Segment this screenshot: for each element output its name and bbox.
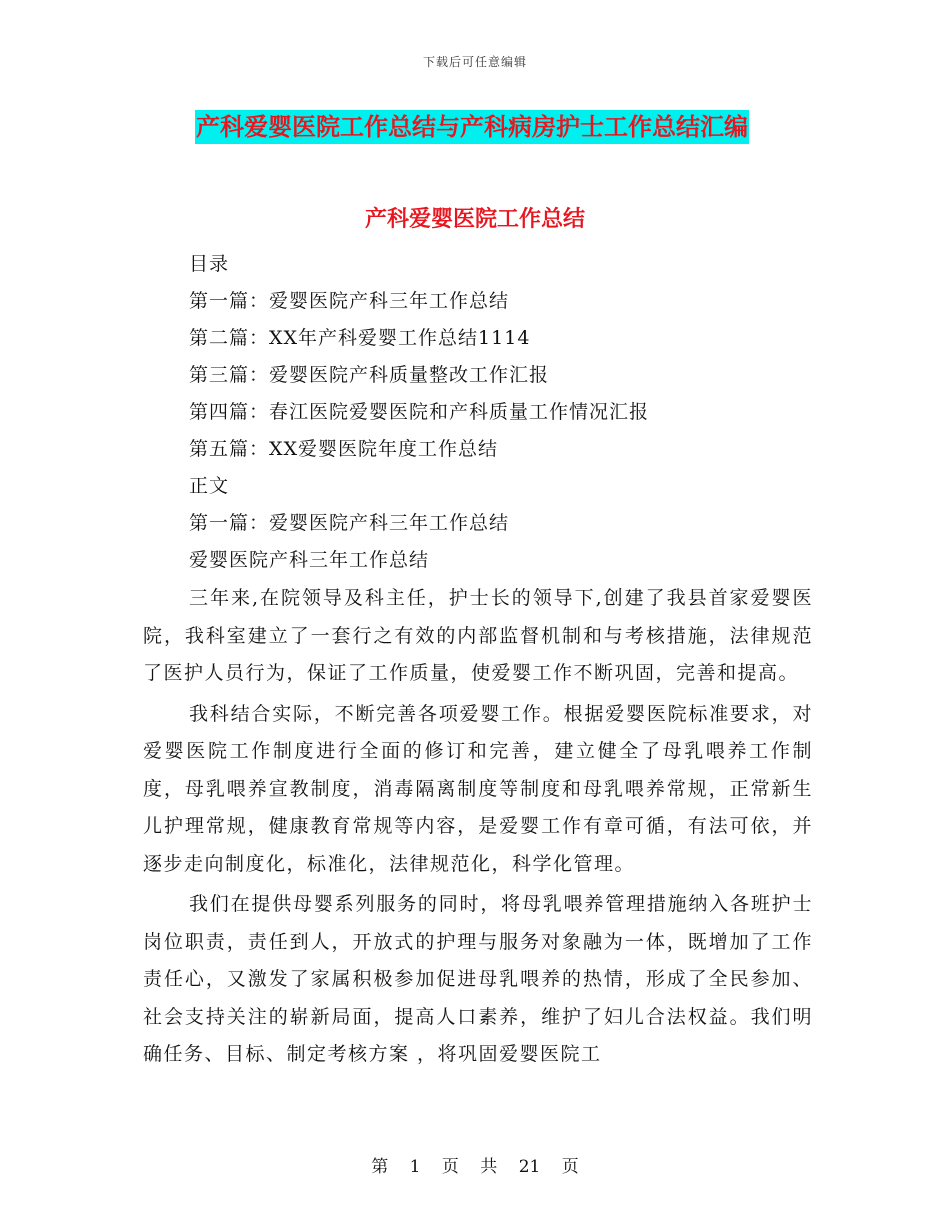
page-unit: 页 — [441, 1157, 459, 1177]
header-note: 下载后可任意编辑 — [422, 55, 527, 69]
page-footer — [0, 1152, 950, 1177]
body-heading: 正文 — [189, 475, 230, 497]
chapter-heading: 第一篇：爱婴医院产科三年工作总结 — [189, 512, 510, 534]
toc-item-4: 第四篇：春江医院爱婴医院和产科质量工作情况汇报 — [189, 401, 650, 423]
body-text — [143, 580, 813, 1077]
sub-title: 产科爱婴医院工作总结 — [364, 207, 585, 232]
page-label: 第 — [371, 1157, 389, 1177]
main-title: 产科爱婴医院工作总结与产科病房护士工作总结汇编 — [195, 110, 749, 144]
paragraph-2: 我科结合实际，不断完善各项爱婴工作。根据爱婴医院标准要求，对爱婴医院工作制度进行全面的修订和完善，建立健全了母乳喂养工作制度，母乳喂养宣教制度，消毒隔离制度等制度和母乳喂养常规，正常新生儿护理常规，健康教育常规等内容，是爱婴工作有章可循，有法可依，并逐步走向制度化，标准化，法律规范化，科学化管理。 — [143, 702, 813, 875]
page-number: 1 — [409, 1157, 421, 1177]
toc-item-2: 第二篇：XX年产科爱婴工作总结1114 — [189, 327, 531, 349]
paragraph-1: 三年来,在院领导及科主任，护士长的领导下,创建了我县首家爱婴医院，我科室建立了一套行之有效的内部监督机制和与考核措施，法律规范了医护人员行为，保证了工作质量，使爱婴工作不断巩固，完善和提高。 — [143, 587, 813, 684]
paragraph-3: 我们在提供母婴系列服务的同时，将母乳喂养管理措施纳入各班护士岗位职责，责任到人，开放式的护理与服务对象融为一体，既增加了工作责任心，又激发了家属积极参加促进母乳喂养的热情，形成了全民参加、社会支持关注的崭新局面，提高人口素养，维护了妇儿合法权益。我们明确任务、目标、制定考核方案 ，将巩固爱婴医院工 — [143, 893, 813, 1065]
toc-item-3: 第三篇：爱婴医院产科质量整改工作汇报 — [189, 364, 550, 386]
chapter-title: 爱婴医院产科三年工作总结 — [189, 549, 430, 571]
toc-item-5: 第五篇：XX爱婴医院年度工作总结 — [189, 438, 499, 460]
toc-item-1: 第一篇：爱婴医院产科三年工作总结 — [189, 290, 510, 312]
total-unit: 页 — [561, 1157, 579, 1177]
total-pages: 21 — [518, 1157, 541, 1177]
total-label: 共 — [480, 1157, 498, 1177]
toc-section — [189, 246, 649, 579]
toc-heading: 目录 — [189, 253, 230, 275]
